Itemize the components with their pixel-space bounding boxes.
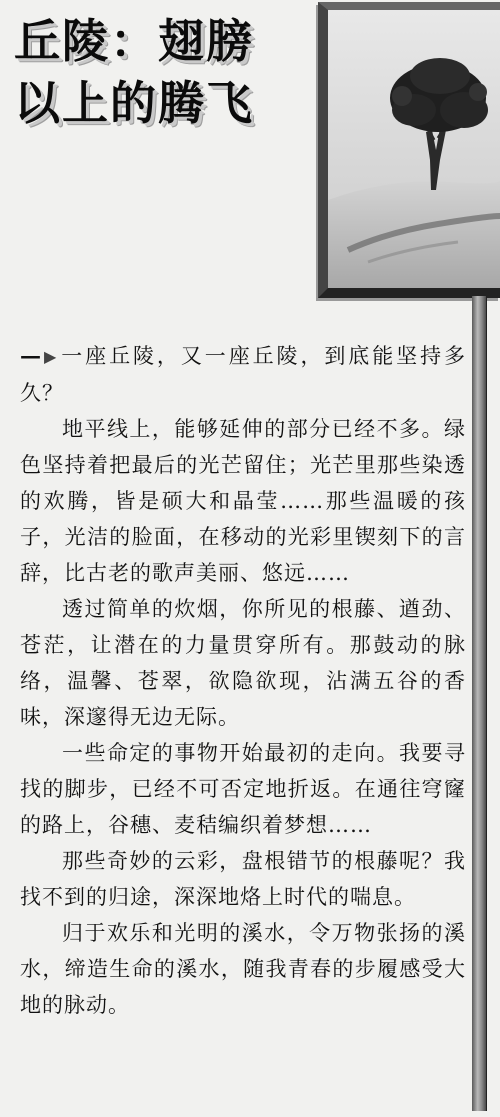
title-line-1: 丘陵：翅膀 bbox=[14, 14, 254, 68]
article-body bbox=[20, 338, 466, 1023]
lead-dash: — bbox=[20, 343, 42, 368]
title-line-2: 以上的腾飞 bbox=[14, 76, 254, 130]
paragraph-1 bbox=[20, 338, 466, 411]
paragraph-6: 归于欢乐和光明的溪水，令万物张扬的溪水，缔造生命的溪水，随我青春的步履感受大地的脉动。 bbox=[20, 921, 466, 1017]
article-title bbox=[14, 10, 314, 134]
paragraph-5: 那些奇妙的云彩，盘根错节的根藤呢？我找不到的归途，深深地烙上时代的喘息。 bbox=[20, 849, 466, 909]
tree-on-hill-icon bbox=[328, 10, 500, 288]
frame-post bbox=[472, 296, 487, 1111]
lead-arrow-icon: ▶ bbox=[44, 347, 58, 366]
paragraph-2: 地平线上，能够延伸的部分已经不多。绿色坚持着把最后的光芒留住；光芒里那些染透的欢腾，皆是硕大和晶莹……那些温暖的孩子，光洁的脸面，在移动的光彩里锲刻下的言辞，比古老的歌声美丽、悠远…… bbox=[20, 417, 466, 585]
paragraph-3: 透过简单的炊烟，你所见的根藤、遒劲、苍茫，让潜在的力量贯穿所有。那鼓动的脉络，温馨、苍翠，欲隐欲现，沾满五谷的香味，深邃得无边无际。 bbox=[20, 597, 466, 729]
paragraph-4: 一些命定的事物开始最初的走向。我要寻找的脚步，已经不可否定地折返。在通往穹窿的路上，谷穗、麦秸编织着梦想…… bbox=[20, 741, 466, 837]
tree-photo-frame bbox=[318, 2, 500, 298]
paragraph-1-text: 一座丘陵，又一座丘陵，到底能坚持多久？ bbox=[20, 344, 466, 405]
